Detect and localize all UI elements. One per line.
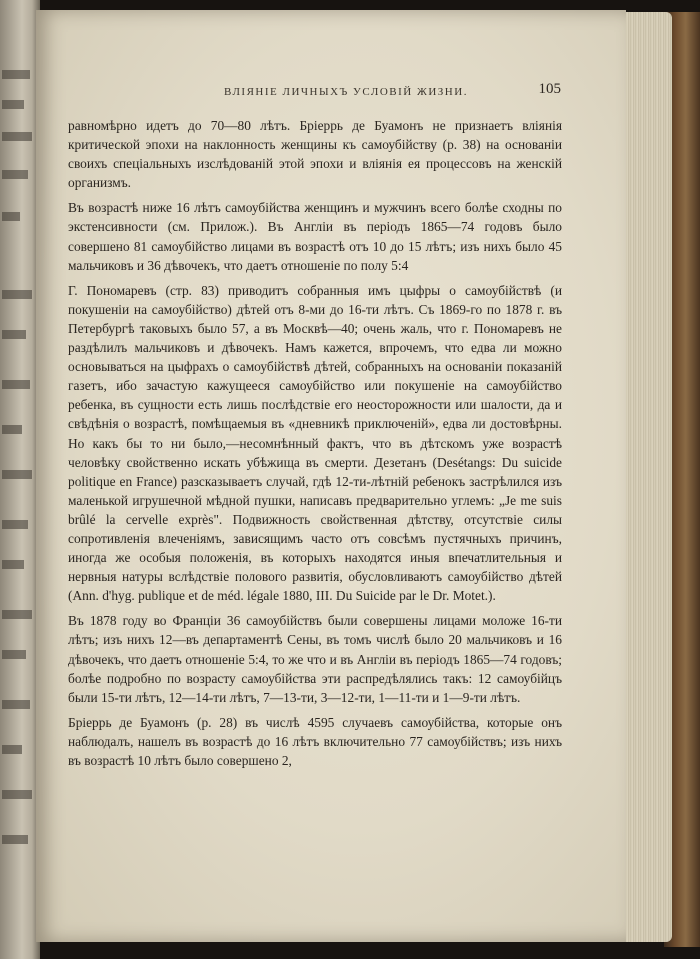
previous-page-text-fragment [2,70,30,79]
paragraph: равномѣрно идетъ до 70—80 лѣтъ. Брiеррь де Буамонъ не признаетъ вліянія критической эпохи на наклонность женщины къ самоубійству (р. 38) на основаніи своихъ спеціальныхъ изслѣдованій этой эпохи и вліянія ея процессовъ на женскій организмъ. [68,118,562,191]
previous-page-text-fragment [2,425,22,434]
previous-page-text-fragment [2,650,26,659]
previous-page-text-fragment [2,290,32,299]
running-head: ВЛІЯНІЕ ЛИЧНЫХЪ УСЛОВІЙ ЖИЗНИ. [224,86,468,98]
previous-page-text-fragment [2,610,32,619]
previous-page-text-fragment [2,132,32,141]
previous-page-text-fragment [2,470,32,479]
paragraph: Г. Пономаревъ (стр. 83) приводитъ собранныя имъ цыфры о самоубійствѣ (и покушеніи на самоубійство) дѣтей отъ 8-ми до 16-ти лѣтъ. Съ 1869-го по 1878 г. въ Петербургѣ таковыхъ было 57, а въ Москвѣ—40; очень жаль, что г. Пономаревъ не раздѣлилъ мальчиковъ и дѣвочекъ. Намъ кажется, впрочемъ, что едва ли можно основываться на цыфрахъ о самоубійствѣ дѣтей, собранныхъ на основаніи показаній газетъ, ибо зачастую кажущееся самоубійство или покушеніе на самоубійство ребенка, въ сущности есть лишь послѣдствіе его неосторожности или шалости, да и свѣдѣнія о возрастѣ, помѣщаемыя въ «дневникѣ приключеній», едва ли достовѣрны. Но какъ бы то ни было,—несомнѣнный фактъ, что въ дѣтскомъ уже возрастѣ человѣку свойственно искать убѣжища въ смерти. Дезетанъ (Desétangs: Du suicide politique en France) разсказываетъ случай, гдѣ 12-ти-лѣтній ребенокъ застрѣлился изъ маленькой игрушечной мѣдной пушки, написавъ предварительно углемъ: „Je me suis brûlé la cervelle exprès". Подвижность свойственная дѣтству, отсутствіе силы сопротивленія влеченіямъ, зависящимъ часто отъ совсѣмъ пустячныхъ причинъ, иногда же особыя положенія, въ которыхъ находятся иныя впечатлительныя и нервныя натуры вслѣдствіе полового развитія, обусловливаютъ самоубійство дѣтей (Ann. d'hyg. publique et de méd. légale 1880, III. Du Suicide par le Dr. Motet.). [68,282,562,604]
previous-page-text-fragment [2,380,30,389]
paragraph: Въ 1878 году во Франціи 36 самоубійствъ были совершены лицами моложе 16-ти лѣтъ; изъ нихъ 12—въ департаментѣ Сены, въ томъ числѣ было 20 мальчиковъ и 16 дѣвочекъ, что даетъ отношеніе 5:4, то же что и въ Англіи въ періодъ 1865—74 годовъ; болѣе подробно по возрасту самоубійства эти распредѣлялись такъ: 12 самоубійцъ были 15-ти лѣтъ, 12—14-ти лѣтъ, 7—13-ти, 3—12-ти, 1—11-ти и 1—9-ти лѣтъ. [68,613,562,705]
previous-page-text-fragment [2,560,24,569]
previous-page-text-fragment [2,745,22,754]
previous-page-edge [0,0,40,959]
body-text [68,116,562,770]
previous-page-text-fragment [2,835,28,844]
page-number: 105 [538,81,561,97]
paragraph: Брiеррь де Буамонъ (р. 28) въ числѣ 4595 случаевъ самоубійства, которые онъ наблюдалъ, нашелъ въ возрастѣ до 16 лѣтъ включительно 77 самоубійствъ; изъ нихъ въ возрастѣ 10 лѣтъ было совершено 2, [68,714,562,768]
previous-page-text-fragment [2,790,32,799]
previous-page-text-fragment [2,520,28,529]
previous-page-text-fragment [2,100,24,109]
previous-page-text-fragment [2,170,28,179]
paragraph: Въ возрастѣ ниже 16 лѣтъ самоубійства женщинъ и мужчинъ всего болѣе сходны по экстенсивности (см. Прилож.). Въ Англіи въ періодъ 1865—74 годовъ было совершено 81 самоубійство лицами въ возрастѣ отъ 10 до 15 лѣтъ; изъ нихъ было 45 мальчиковъ и 36 дѣвочекъ, что даетъ отношеніе по полу 5:4 [68,200,562,273]
previous-page-text-fragment [2,330,26,339]
previous-page-text-fragment [2,700,30,709]
previous-page-text-fragment [2,212,20,221]
book-page [36,10,626,942]
